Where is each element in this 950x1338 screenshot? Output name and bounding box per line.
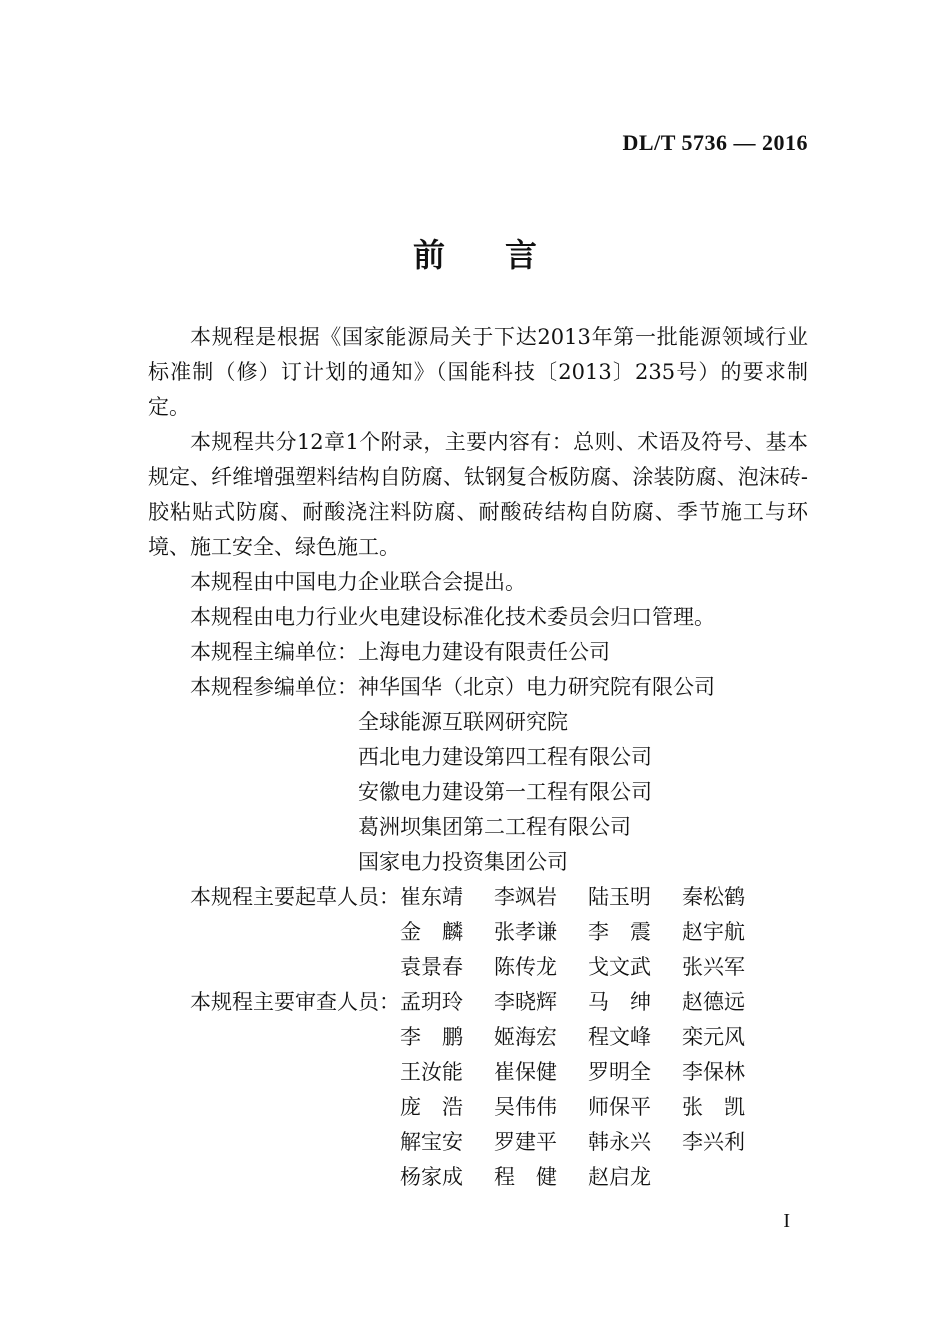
person-name: 栾元风 <box>682 1025 745 1049</box>
person-name: 张孝谦 <box>494 920 557 944</box>
participating-units-row <box>148 670 808 880</box>
person-name: 崔东靖 <box>400 885 463 909</box>
person-name: 陈传龙 <box>494 955 557 979</box>
person-name: 杨家成 <box>400 1165 463 1189</box>
person-name: 李晓辉 <box>494 990 557 1014</box>
paragraph-management: 本规程由电力行业火电建设标准化技术委员会归口管理。 <box>190 605 715 629</box>
participating-units-label: 本规程参编单位： <box>190 675 358 699</box>
list-item: 全球能源互联网研究院 <box>358 710 568 734</box>
person-name: 王汝能 <box>400 1060 463 1084</box>
person-name: 李保林 <box>682 1060 745 1084</box>
person-name: 程文峰 <box>588 1025 651 1049</box>
person-name: 张兴军 <box>682 955 745 979</box>
person-name: 孟玥玲 <box>400 990 463 1014</box>
reviewers-label: 本规程主要审查人员： <box>190 990 400 1014</box>
participating-units-list <box>358 670 808 880</box>
page-title: 前言 <box>412 236 597 274</box>
drafters-grid <box>400 880 776 985</box>
person-name: 赵启龙 <box>588 1165 651 1189</box>
paragraph-basis: 本规程是根据《国家能源局关于下达2013年第一批能源领域行业标准制（修）订计划的通知》（国能科技〔2013〕235号）的要求制定。 <box>148 325 808 419</box>
person-name: 崔保健 <box>494 1060 557 1084</box>
list-item: 神华国华（北京）电力研究院有限公司 <box>358 675 715 699</box>
person-name: 李兴利 <box>682 1130 745 1154</box>
person-name: 袁景春 <box>400 955 463 979</box>
paragraph-proposer: 本规程由中国电力企业联合会提出。 <box>190 570 526 594</box>
list-item: 西北电力建设第四工程有限公司 <box>358 745 652 769</box>
paragraph-contents: 本规程共分12章1个附录，主要内容有：总则、术语及符号、基本规定、纤维增强塑料结构自防腐、钛钢复合板防腐、涂装防腐、泡沫砖-胶粘贴式防腐、耐酸浇注料防腐、耐酸砖结构自防腐、季节施工与环境、施工安全、绿色施工。 <box>148 430 808 559</box>
list-item: 国家电力投资集团公司 <box>358 850 568 874</box>
drafters-row <box>148 880 808 985</box>
person-name: 张 凯 <box>682 1095 745 1119</box>
person-name: 马 绅 <box>588 990 651 1014</box>
drafters-label: 本规程主要起草人员： <box>190 885 400 909</box>
person-name: 师保平 <box>588 1095 651 1119</box>
person-name: 韩永兴 <box>588 1130 651 1154</box>
foreword-body <box>148 320 808 1195</box>
chief-unit-label: 本规程主编单位： <box>190 640 358 664</box>
person-name: 陆玉明 <box>588 885 651 909</box>
person-name: 金 麟 <box>400 920 463 944</box>
page-number: I <box>783 1210 790 1232</box>
person-name: 罗明全 <box>588 1060 651 1084</box>
chief-unit-row <box>148 635 808 670</box>
person-name: 姬海宏 <box>494 1025 557 1049</box>
reviewers-row <box>148 985 808 1195</box>
chief-unit-value: 上海电力建设有限责任公司 <box>358 640 610 664</box>
reviewers-grid <box>400 985 776 1195</box>
person-name: 戈文武 <box>588 955 651 979</box>
person-name: 李 鹏 <box>400 1025 463 1049</box>
person-name: 程 健 <box>494 1165 557 1189</box>
person-name: 赵德远 <box>682 990 745 1014</box>
standard-code: DL/T 5736 — 2016 <box>622 130 808 155</box>
person-name: 李 震 <box>588 920 651 944</box>
person-name: 吴伟伟 <box>494 1095 557 1119</box>
person-name: 庞 浩 <box>400 1095 463 1119</box>
person-name: 秦松鹤 <box>682 885 745 909</box>
person-name: 赵宇航 <box>682 920 745 944</box>
person-name: 罗建平 <box>494 1130 557 1154</box>
person-name: 解宝安 <box>400 1130 463 1154</box>
list-item: 葛洲坝集团第二工程有限公司 <box>358 815 631 839</box>
list-item: 安徽电力建设第一工程有限公司 <box>358 780 652 804</box>
person-name: 李飒岩 <box>494 885 557 909</box>
